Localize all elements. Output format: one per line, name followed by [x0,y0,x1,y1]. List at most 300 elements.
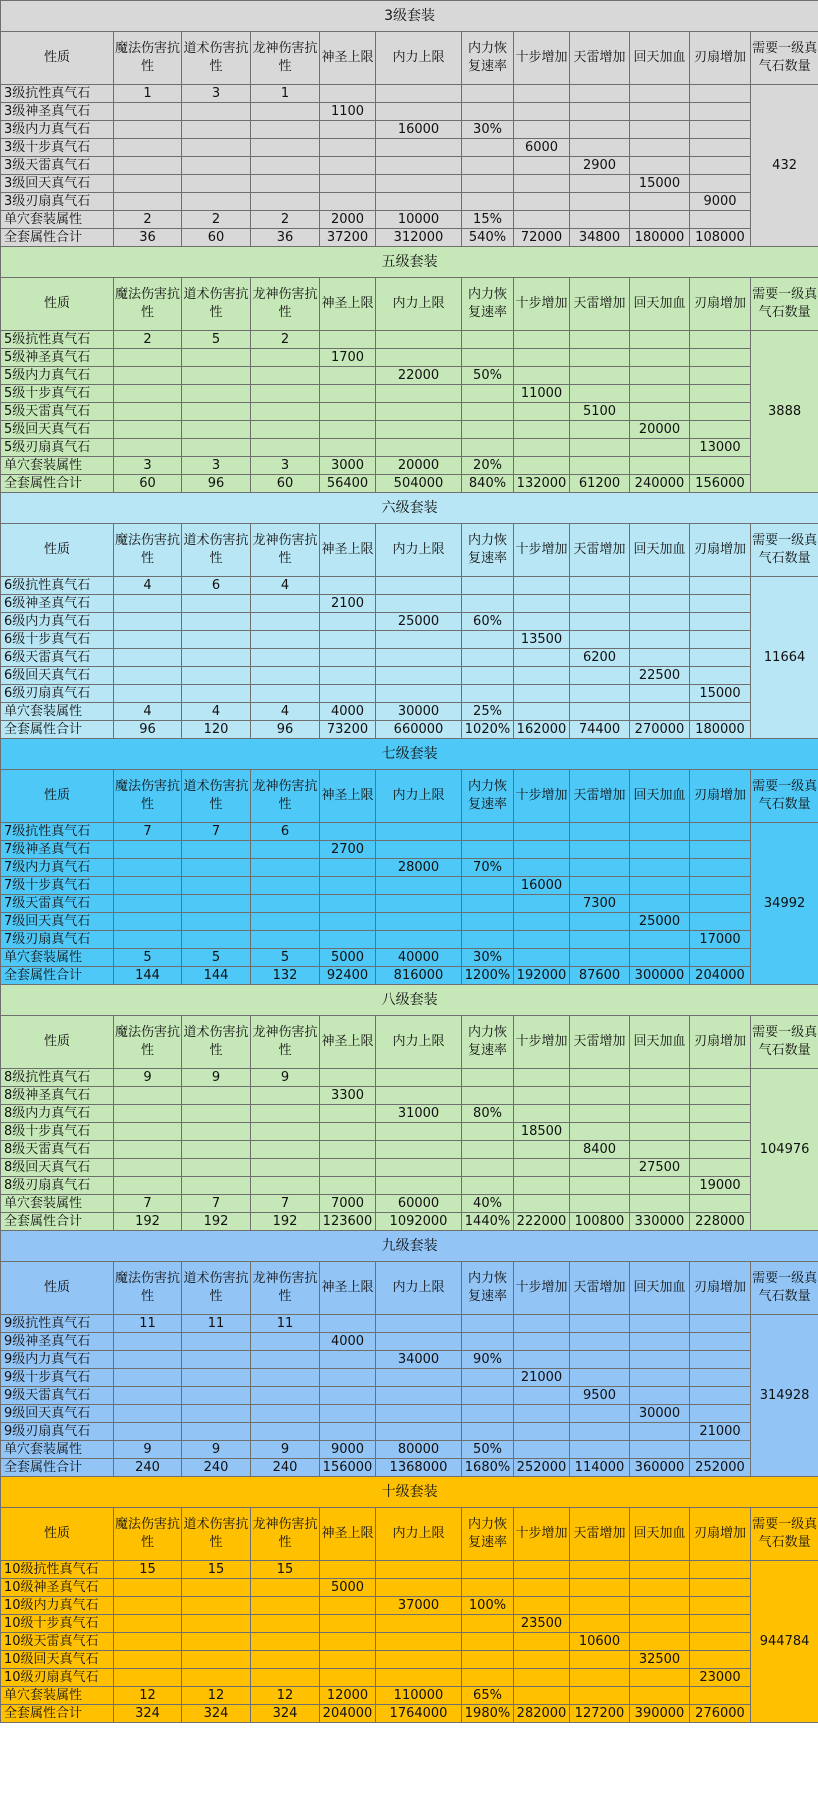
table-cell [690,421,751,439]
table-cell [182,877,251,895]
table-cell: 504000 [376,475,462,493]
table-cell: 60 [251,475,320,493]
table-cell [114,193,182,211]
row-label: 10级回天真气石 [1,1651,114,1669]
table-cell [251,913,320,931]
table-cell [320,1597,376,1615]
table-cell [514,367,570,385]
table-row [1,1405,818,1423]
table-cell [251,613,320,631]
table-cell [514,175,570,193]
table-cell [320,121,376,139]
required-stone-count: 432 [751,85,818,247]
table-cell [376,1369,462,1387]
table-cell [690,595,751,613]
row-label: 9级抗性真气石 [1,1315,114,1333]
table-cell [114,1333,182,1351]
table-cell [114,913,182,931]
table-cell [514,1387,570,1405]
table-cell [570,841,630,859]
table-cell: 3 [251,457,320,475]
table-cell [376,157,462,175]
table-row [1,703,818,721]
table-cell [320,1423,376,1441]
row-label: 5级回天真气石 [1,421,114,439]
table-cell [570,1651,630,1669]
row-label: 7级抗性真气石 [1,823,114,841]
table-cell [114,649,182,667]
table-cell [376,85,462,103]
column-header: 性质 [1,1262,114,1315]
table-cell [570,349,630,367]
column-header: 内力恢复速率 [462,32,514,85]
table-cell: 30% [462,949,514,967]
table-cell [320,1669,376,1687]
column-header: 需要一级真气石数量 [751,770,818,823]
table-cell [114,175,182,193]
table-cell [251,439,320,457]
table-cell [462,1615,514,1633]
column-header: 回天加血 [630,1508,690,1561]
table-cell: 7 [114,823,182,841]
table-cell [630,157,690,175]
table-cell [514,859,570,877]
table-cell [462,877,514,895]
table-row [1,631,818,649]
table-cell [182,913,251,931]
column-header: 道术伤害抗性 [182,32,251,85]
column-header: 天雷增加 [570,1262,630,1315]
table-cell [376,1141,462,1159]
table-cell [462,1633,514,1651]
table-cell [251,1159,320,1177]
table-cell [514,1315,570,1333]
table-cell: 144 [114,967,182,985]
table-cell [320,331,376,349]
table-cell: 4000 [320,703,376,721]
table-cell [690,121,751,139]
table-row [1,1213,818,1231]
table-cell [462,649,514,667]
column-header: 性质 [1,770,114,823]
table-cell: 4 [251,703,320,721]
table-cell [251,385,320,403]
table-cell: 22000 [376,367,462,385]
table-cell [320,367,376,385]
table-cell: 204000 [320,1705,376,1723]
table-cell [376,1177,462,1195]
table-cell [462,577,514,595]
table-cell [630,1315,690,1333]
table-cell [251,685,320,703]
table-cell [182,349,251,367]
table-cell [251,1105,320,1123]
table-cell [514,1177,570,1195]
column-header: 龙神伤害抗性 [251,524,320,577]
table-cell [570,1687,630,1705]
table-cell [182,895,251,913]
table-cell: 270000 [630,721,690,739]
table-cell: 1764000 [376,1705,462,1723]
table-cell: 22500 [630,667,690,685]
table-row [1,1615,818,1633]
table-cell [462,85,514,103]
column-header: 需要一级真气石数量 [751,1262,818,1315]
column-header: 刃扇增加 [690,32,751,85]
table-cell: 70% [462,859,514,877]
required-stone-count: 104976 [751,1069,818,1231]
column-header: 魔法伤害抗性 [114,1016,182,1069]
table-cell [114,1615,182,1633]
row-label: 3级内力真气石 [1,121,114,139]
column-header: 刃扇增加 [690,278,751,331]
table-cell: 2 [114,211,182,229]
table-cell [114,595,182,613]
table-cell [570,421,630,439]
table-cell [182,1651,251,1669]
table-cell [630,1441,690,1459]
table-cell: 96 [182,475,251,493]
column-header: 需要一级真气石数量 [751,278,818,331]
table-cell [462,913,514,931]
table-cell [690,949,751,967]
table-cell: 2700 [320,841,376,859]
table-cell [376,139,462,157]
column-header: 魔法伤害抗性 [114,770,182,823]
row-label: 全套属性合计 [1,229,114,247]
header-row [1,1016,818,1069]
table-cell: 110000 [376,1687,462,1705]
table-row [1,103,818,121]
table-cell [182,1369,251,1387]
table-cell [690,703,751,721]
table-cell [514,85,570,103]
table-cell: 90% [462,1351,514,1369]
table-row [1,721,818,739]
table-row [1,1687,818,1705]
table-cell [462,1561,514,1579]
table-cell [114,1597,182,1615]
table-cell [462,157,514,175]
table-cell [320,1651,376,1669]
column-header: 天雷增加 [570,32,630,85]
table-cell [570,823,630,841]
table-row [1,685,818,703]
table-cell [630,823,690,841]
table-cell [514,931,570,949]
row-label: 全套属性合计 [1,475,114,493]
table-row [1,85,818,103]
table-cell [514,895,570,913]
table-cell [182,175,251,193]
table-cell [376,577,462,595]
table-cell: 7 [182,823,251,841]
table-cell [514,1441,570,1459]
table-cell: 3300 [320,1087,376,1105]
table-cell [251,157,320,175]
row-label: 7级内力真气石 [1,859,114,877]
table-row [1,193,818,211]
table-cell [320,403,376,421]
table-cell [251,631,320,649]
table-cell [182,859,251,877]
table-cell [690,1123,751,1141]
table-cell [462,1651,514,1669]
table-cell: 15000 [690,685,751,703]
table-cell [376,385,462,403]
table-cell: 6 [251,823,320,841]
column-header: 神圣上限 [320,770,376,823]
table-cell [690,895,751,913]
row-label: 3级十步真气石 [1,139,114,157]
table-cell [570,121,630,139]
table-cell [462,667,514,685]
table-cell: 276000 [690,1705,751,1723]
table-cell [320,1141,376,1159]
table-cell [182,1159,251,1177]
table-cell [320,439,376,457]
table-cell [251,841,320,859]
table-cell [251,1405,320,1423]
table-cell [376,349,462,367]
table-cell: 34800 [570,229,630,247]
table-cell [114,1423,182,1441]
table-cell [320,1405,376,1423]
table-cell: 360000 [630,1459,690,1477]
row-label: 全套属性合计 [1,721,114,739]
section-title-row [1,985,818,1016]
table-cell: 192 [251,1213,320,1231]
table-cell [320,1351,376,1369]
section-title-row [1,247,818,278]
table-row [1,823,818,841]
table-cell [182,685,251,703]
table-cell [514,1561,570,1579]
column-header: 回天加血 [630,524,690,577]
table-cell [570,1405,630,1423]
table-cell: 7 [182,1195,251,1213]
table-cell [462,349,514,367]
table-cell [690,1141,751,1159]
table-cell: 192000 [514,967,570,985]
table-cell [630,1105,690,1123]
table-cell: 32500 [630,1651,690,1669]
table-cell [462,175,514,193]
table-cell [182,613,251,631]
table-cell [251,1369,320,1387]
row-label: 单穴套装属性 [1,703,114,721]
section-title-row [1,739,818,770]
table-cell [376,841,462,859]
header-row [1,1262,818,1315]
table-cell [114,1387,182,1405]
table-cell [182,403,251,421]
table-row [1,841,818,859]
row-label: 5级刃扇真气石 [1,439,114,457]
table-cell [320,649,376,667]
table-cell: 87600 [570,967,630,985]
table-cell [114,877,182,895]
table-cell [182,1105,251,1123]
table-cell: 11 [182,1315,251,1333]
column-header: 内力恢复速率 [462,1262,514,1315]
table-cell: 60 [114,475,182,493]
row-label: 7级十步真气石 [1,877,114,895]
table-cell [514,349,570,367]
table-cell: 156000 [320,1459,376,1477]
row-label: 8级抗性真气石 [1,1069,114,1087]
table-cell: 9 [114,1441,182,1459]
table-cell: 1440% [462,1213,514,1231]
table-cell [320,1177,376,1195]
table-cell [114,1141,182,1159]
column-header: 十步增加 [514,32,570,85]
column-header: 龙神伤害抗性 [251,1262,320,1315]
table-cell [690,1579,751,1597]
section-title-row [1,1,818,32]
table-row [1,1123,818,1141]
table-cell [570,367,630,385]
table-cell [630,1423,690,1441]
table-cell [690,1315,751,1333]
column-header: 十步增加 [514,278,570,331]
column-header: 需要一级真气石数量 [751,1016,818,1069]
table-cell [182,421,251,439]
table-cell [462,895,514,913]
row-label: 7级天雷真气石 [1,895,114,913]
table-cell: 16000 [514,877,570,895]
table-cell [114,613,182,631]
table-cell [251,859,320,877]
table-cell [570,631,630,649]
table-cell [320,877,376,895]
table-cell [690,1405,751,1423]
table-row [1,1141,818,1159]
table-row [1,1069,818,1087]
table-cell [376,1159,462,1177]
table-cell [320,1123,376,1141]
table-cell [376,1423,462,1441]
table-cell [251,1351,320,1369]
column-header: 需要一级真气石数量 [751,1508,818,1561]
table-cell: 240 [182,1459,251,1477]
table-cell [320,1105,376,1123]
table-cell [570,139,630,157]
table-row [1,1597,818,1615]
table-cell [376,895,462,913]
column-header: 天雷增加 [570,524,630,577]
table-cell [570,385,630,403]
table-cell [690,1195,751,1213]
table-cell [462,1333,514,1351]
table-cell [570,1315,630,1333]
table-cell [320,577,376,595]
table-cell [182,1087,251,1105]
table-cell [630,103,690,121]
table-row [1,1651,818,1669]
table-cell [376,595,462,613]
table-cell [570,193,630,211]
table-cell: 6200 [570,649,630,667]
table-cell [182,649,251,667]
table-cell [251,175,320,193]
table-cell [376,175,462,193]
table-cell [570,1123,630,1141]
table-cell [251,877,320,895]
table-row [1,967,818,985]
table-cell [251,1123,320,1141]
table-cell [514,1405,570,1423]
row-label: 10级天雷真气石 [1,1633,114,1651]
column-header: 魔法伤害抗性 [114,1262,182,1315]
table-cell [320,1561,376,1579]
table-row [1,175,818,193]
table-cell: 37000 [376,1597,462,1615]
table-cell [690,1069,751,1087]
table-cell [182,1123,251,1141]
column-header: 十步增加 [514,1508,570,1561]
table-cell [462,1423,514,1441]
row-label: 9级天雷真气石 [1,1387,114,1405]
table-cell [690,1351,751,1369]
row-label: 6级十步真气石 [1,631,114,649]
table-row [1,913,818,931]
table-cell: 25000 [630,913,690,931]
table-cell: 1700 [320,349,376,367]
table-cell [514,457,570,475]
table-cell: 60 [182,229,251,247]
table-cell: 15 [182,1561,251,1579]
table-cell [514,595,570,613]
table-cell: 96 [114,721,182,739]
table-cell [690,103,751,121]
table-cell [114,1369,182,1387]
table-cell [570,949,630,967]
table-cell: 15000 [630,175,690,193]
table-row [1,1441,818,1459]
table-cell: 4 [251,577,320,595]
table-cell [251,193,320,211]
table-cell [114,631,182,649]
table-cell: 4000 [320,1333,376,1351]
table-cell [320,1633,376,1651]
column-header: 内力上限 [376,1508,462,1561]
table-cell [182,121,251,139]
table-cell [182,1597,251,1615]
column-header: 刃扇增加 [690,1508,751,1561]
table-cell [630,193,690,211]
table-cell: 74400 [570,721,630,739]
header-row [1,524,818,577]
table-cell [251,1141,320,1159]
table-cell: 15 [251,1561,320,1579]
table-cell: 36 [251,229,320,247]
table-cell [376,193,462,211]
table-cell [570,859,630,877]
table-cell: 5000 [320,949,376,967]
table-cell [630,841,690,859]
table-cell [570,685,630,703]
table-cell: 11000 [514,385,570,403]
column-header: 十步增加 [514,770,570,823]
table-row [1,613,818,631]
table-cell [320,139,376,157]
table-row [1,1633,818,1651]
table-cell [570,1351,630,1369]
table-cell [114,103,182,121]
table-cell [514,1423,570,1441]
table-cell [514,103,570,121]
